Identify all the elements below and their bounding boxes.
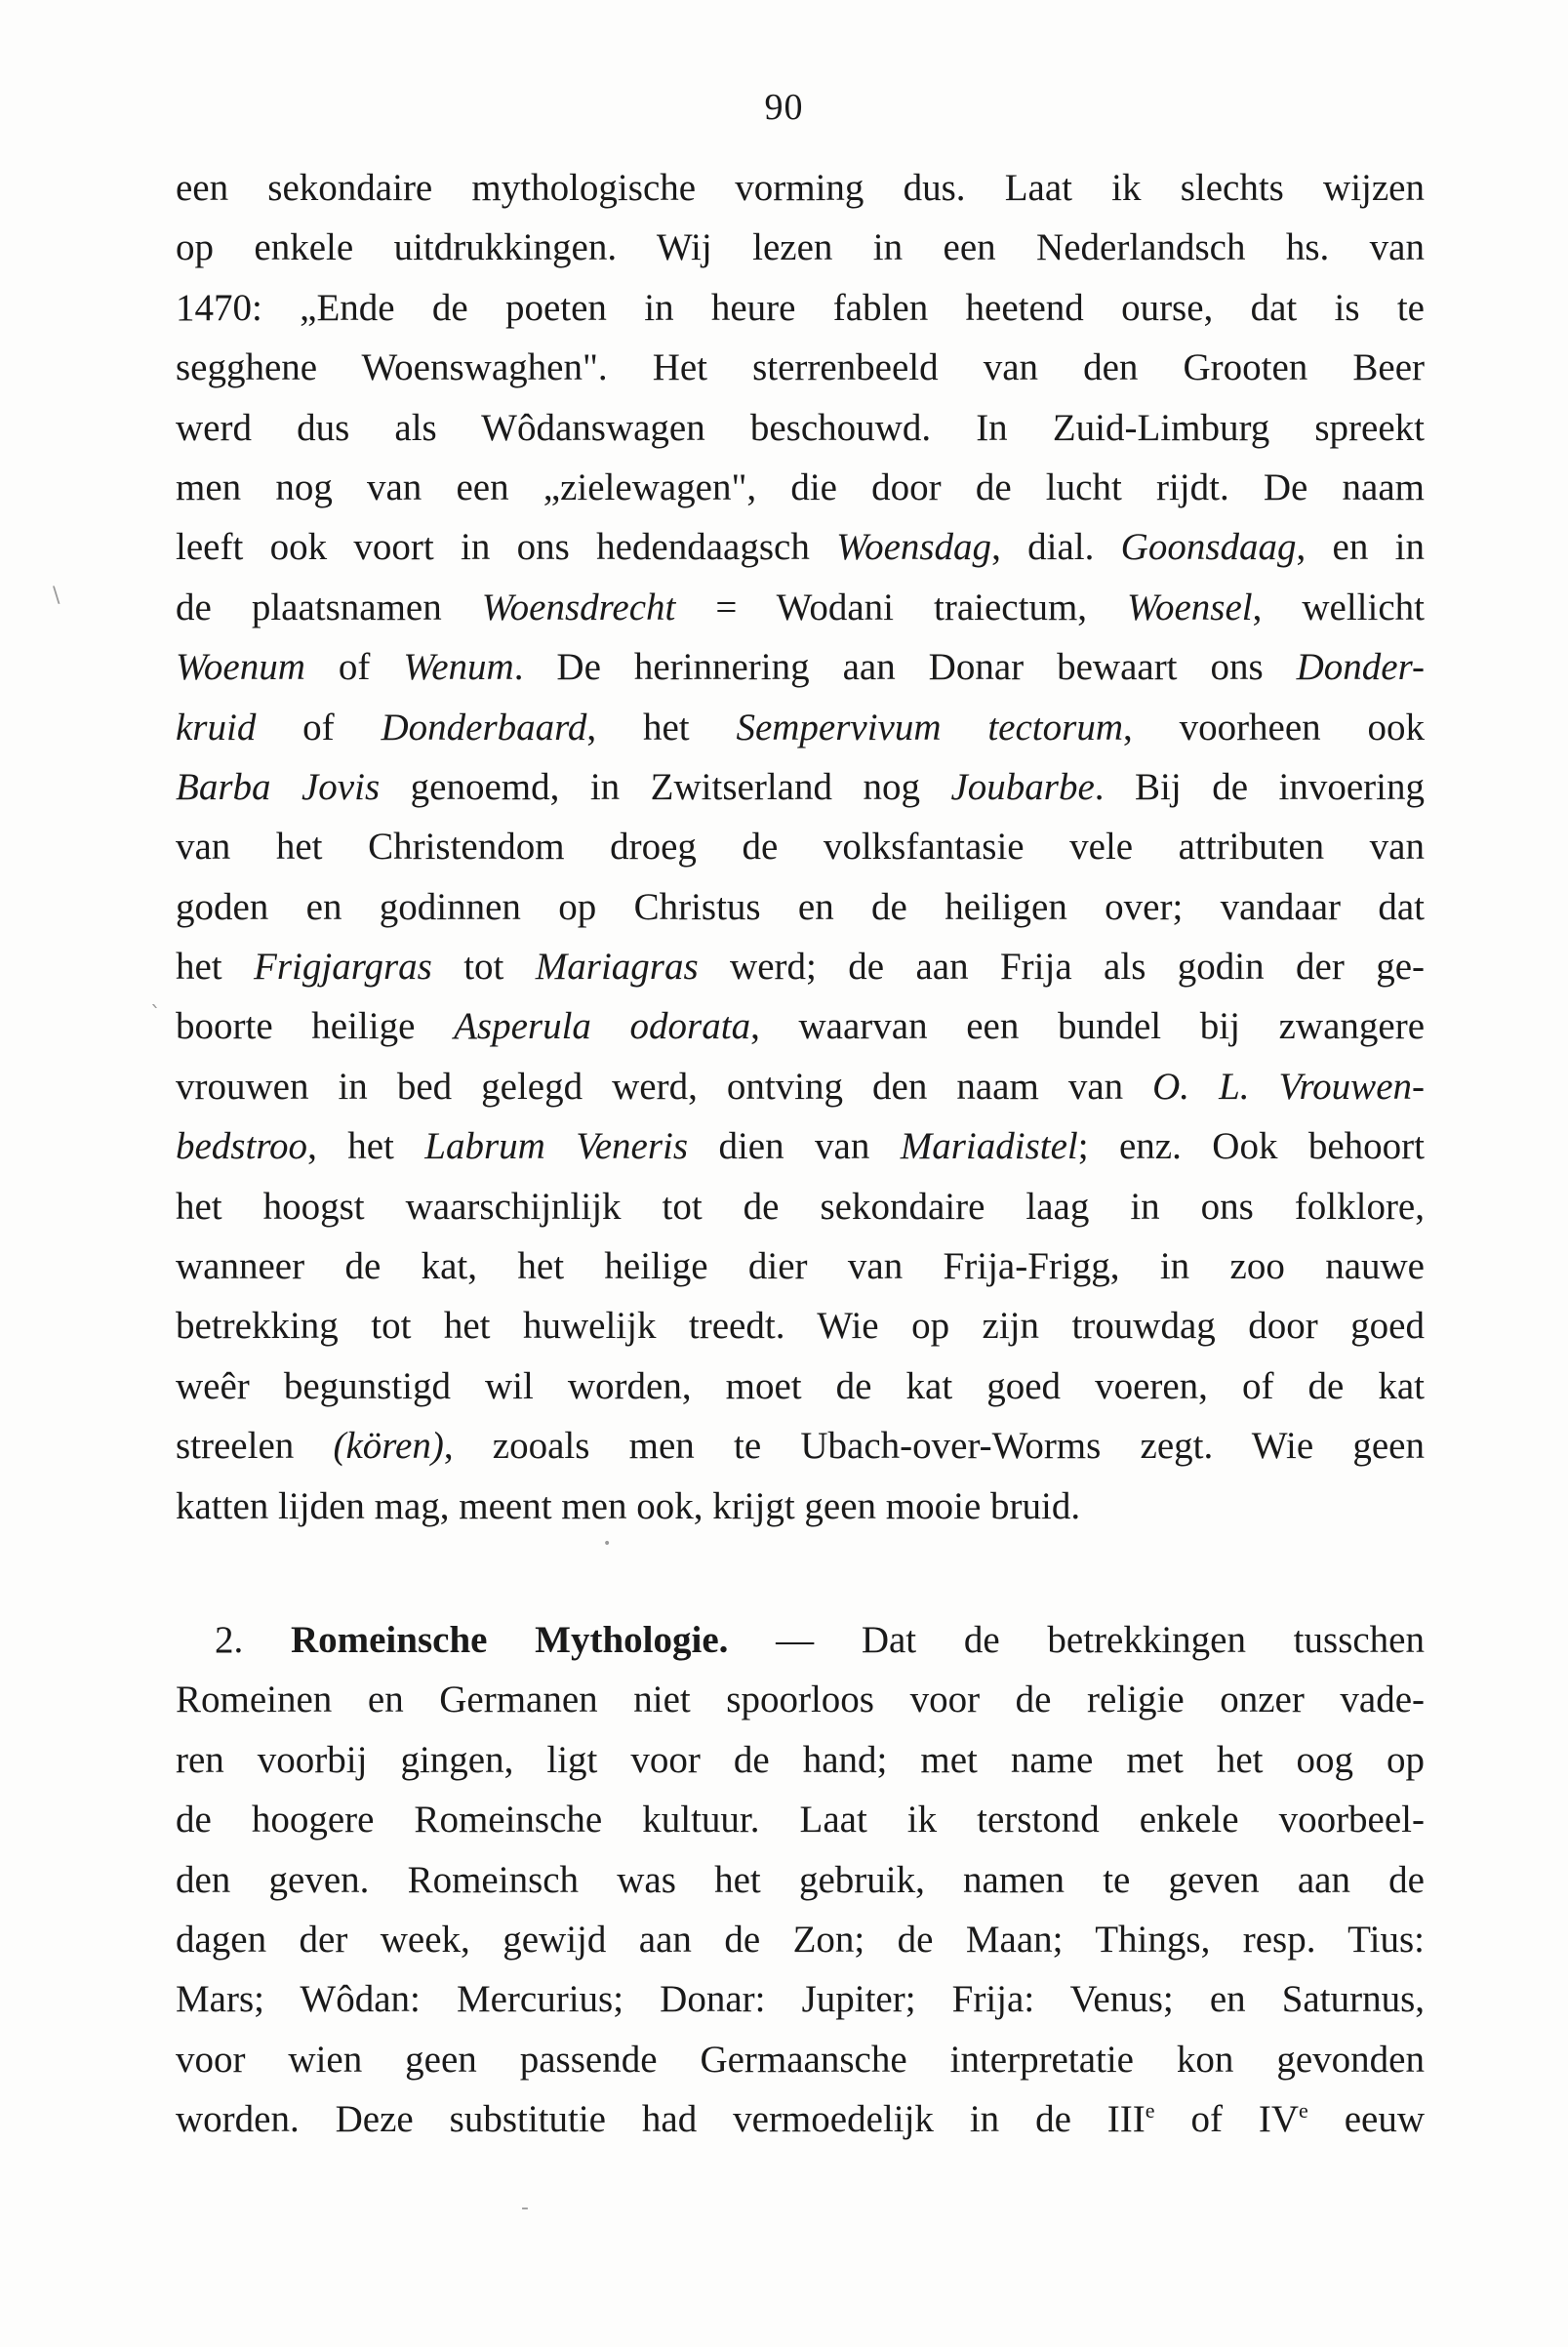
italic-term: Labrum Veneris <box>424 1125 689 1168</box>
italic-term: Donderbaard <box>381 706 587 749</box>
italic-term: Goonsdaag <box>1120 526 1297 569</box>
italic-term: kruid <box>176 706 257 749</box>
italic-term: Wenum <box>403 646 514 689</box>
text-run: worden. Deze substitutie had vermoedelijk in de III <box>176 2098 1146 2141</box>
text-line: voor wien geen passende Germaansche interpretatie kon gevonden <box>176 2038 1425 2081</box>
text-line <box>176 937 1425 996</box>
text-run: , waarvan een bundel bij zwangere <box>750 1005 1425 1048</box>
stray-mark: \ <box>53 584 60 608</box>
text-run: of IV <box>1154 2098 1300 2141</box>
text-run: ; enz. Ook behoort <box>1077 1125 1425 1168</box>
text-line <box>176 757 1425 817</box>
text-line <box>176 1057 1425 1116</box>
italic-term: Mariadistel <box>900 1125 1078 1168</box>
text-line: van het Christendom droeg de volksfantasie vele attributen van <box>176 826 1425 869</box>
text-run: streelen <box>176 1425 334 1468</box>
text-run: = Wodani traiectum, <box>675 586 1128 628</box>
text-line: men nog van een „zielewagen", die door de lucht rijdt. De naam <box>176 465 1425 508</box>
italic-term: Barba Jovis <box>176 765 381 808</box>
text-line <box>176 517 1425 577</box>
italic-term: Mariagras <box>535 946 699 989</box>
italic-term: Donder- <box>1296 646 1425 689</box>
text-run: , dial. <box>991 526 1121 569</box>
text-run: dien van <box>688 1125 901 1168</box>
text-line: goden en godinnen op Christus en de heiligen over; vandaar dat <box>176 885 1425 928</box>
text-line <box>176 1416 1425 1476</box>
text-run: , voorheen ook <box>1122 706 1425 749</box>
text-run: het <box>176 946 255 989</box>
italic-term: bedstroo <box>176 1125 308 1168</box>
paragraph-body <box>176 158 1425 1536</box>
text-line: betrekking tot het huwelijk treedt. Wie op zijn trouwdag door goed <box>176 1305 1425 1348</box>
italic-term: Woensel <box>1127 586 1253 628</box>
italic-term: O. L. Vrouwen- <box>1152 1065 1425 1108</box>
text-run: leeft ook voort in ons hedendaagsch <box>176 526 837 569</box>
text-line <box>176 2089 1425 2149</box>
text-run: , en in <box>1296 526 1425 569</box>
text-line: ren voorbij gingen, ligt voor de hand; met name met het oog op <box>176 1738 1425 1781</box>
text-line: weêr begunstigd wil worden, moet de kat goed voeren, of de kat <box>176 1364 1425 1407</box>
text-line: dagen der week, gewijd aan de Zon; de Maan; Things, resp. Tius: <box>176 1918 1425 1961</box>
text-line <box>176 698 1425 757</box>
superscript: e <box>1299 2098 1308 2124</box>
text-run: tot <box>431 946 536 989</box>
text-run: genoemd, in Zwitserland nog <box>380 765 951 808</box>
text-line: den geven. Romeinsch was het gebruik, namen te geven aan de <box>176 1858 1425 1901</box>
italic-term: Woensdag <box>836 526 992 569</box>
text-run: , het <box>586 706 737 749</box>
text-run: . Bij de invoering <box>1094 765 1425 808</box>
superscript: e <box>1145 2098 1155 2124</box>
text-line <box>176 996 1425 1056</box>
text-line: een sekondaire mythologische vorming dus. Laat ik slechts wijzen <box>176 167 1425 209</box>
text-run: werd; de aan Frija als godin der ge- <box>698 946 1425 989</box>
italic-term: Woenum <box>176 646 305 689</box>
text-line <box>176 578 1425 637</box>
text-line: segghene Woenswaghen". Het sterrenbeeld van den Grooten Beer <box>176 346 1425 389</box>
stray-mark: • <box>603 1536 612 1552</box>
section-heading-line <box>176 1610 1425 1670</box>
text-run: de plaatsnamen <box>176 586 482 628</box>
text-line <box>176 637 1425 697</box>
stray-mark: - <box>521 2196 529 2220</box>
text-run: , wellicht <box>1252 586 1425 628</box>
italic-term: Frigjargras <box>254 946 432 989</box>
text-run: — <box>728 1619 862 1661</box>
page-number: 90 <box>764 87 804 128</box>
text-line: wanneer de kat, het heilige dier van Frija-Frigg, in zoo nauwe <box>176 1245 1425 1288</box>
text-line: op enkele uitdrukkingen. Wij lezen in een Nederlandsch hs. van <box>176 226 1425 269</box>
text-line: katten lijden mag, meent men ook, krijgt geen mooie bruid. <box>176 1484 1081 1527</box>
text-line: de hoogere Romeinsche kultuur. Laat ik terstond enkele voorbeel- <box>176 1799 1425 1841</box>
section-heading: Romeinsche Mythologie. <box>290 1619 729 1661</box>
text-run: of <box>256 706 382 749</box>
italic-term: Woensdrecht <box>481 586 676 628</box>
text-run: Dat de betrekkingen tusschen <box>861 1619 1425 1661</box>
text-run: boorte heilige <box>176 1005 455 1048</box>
text-run: of <box>304 646 404 689</box>
italic-term: (kören) <box>333 1425 444 1468</box>
italic-term: Asperula odorata <box>454 1005 751 1048</box>
italic-term: Sempervivum tectorum <box>736 706 1123 749</box>
text-line: werd dus als Wôdanswagen beschouwd. In Zuid-Limburg spreekt <box>176 406 1425 449</box>
text-line: het hoogst waarschijnlijk tot de sekondaire laag in ons folklore, <box>176 1185 1425 1228</box>
section-number: 2. <box>215 1619 244 1661</box>
text-run: vrouwen in bed gelegd werd, ontving den naam van <box>176 1065 1153 1108</box>
text-run: , zooals men te Ubach-over-Worms zegt. Wie geen <box>443 1425 1425 1468</box>
italic-term: Joubarbe <box>950 765 1095 808</box>
text-line: 1470: „Ende de poeten in heure fablen heetend ourse, dat is te <box>176 286 1425 329</box>
stray-mark: ` <box>150 1003 161 1028</box>
text-run: , het <box>307 1125 425 1168</box>
text-line <box>176 1116 1425 1176</box>
text-run: . De herinnering aan Donar bewaart ons <box>513 646 1297 689</box>
text-line: Romeinen en Germanen niet spoorloos voor de religie onzer vade- <box>176 1679 1425 1721</box>
text-run: eeuw <box>1307 2098 1425 2141</box>
section-romeinsche-mythologie <box>176 1610 1425 2150</box>
text-line: Mars; Wôdan: Mercurius; Donar: Jupiter; Frija: Venus; en Saturnus, <box>176 1978 1425 2021</box>
